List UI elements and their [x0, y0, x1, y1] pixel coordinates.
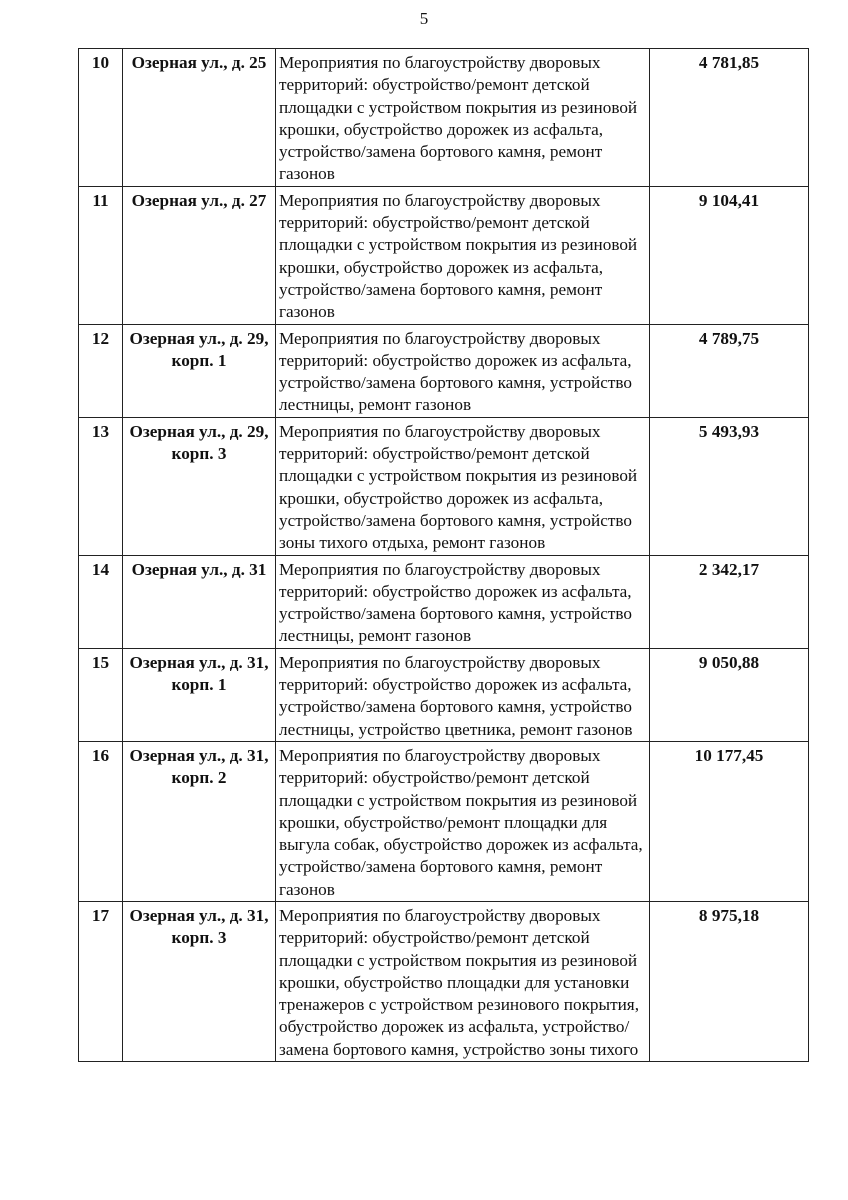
table-row	[79, 901, 809, 1061]
row-number: 14	[79, 555, 123, 648]
table-row	[79, 186, 809, 324]
row-amount: 4 781,85	[650, 49, 809, 187]
row-address: Озерная ул., д. 31	[123, 555, 276, 648]
row-number: 15	[79, 648, 123, 741]
row-description: Мероприятия по благоустройству дворовых территорий: обустройство/ремонт детской площадки с устройством покрытия из резиновой крошки, обустройство дорожек из асфальта, устройство/замена бортового камня, ремонт газонов	[276, 186, 650, 324]
page-number: 5	[419, 9, 429, 28]
row-number: 10	[79, 49, 123, 187]
improvement-table	[78, 48, 809, 1062]
row-number: 17	[79, 901, 123, 1061]
table-row	[79, 741, 809, 901]
row-description: Мероприятия по благоустройству дворовых территорий: обустройство дорожек из асфальта, устройство/замена бортового камня, устройство лестницы, устройство цветника, ремонт газонов	[276, 648, 650, 741]
table-row	[79, 648, 809, 741]
row-address: Озерная ул., д. 31, корп. 2	[123, 741, 276, 901]
row-amount: 5 493,93	[650, 417, 809, 555]
table-row	[79, 49, 809, 187]
table-row	[79, 417, 809, 555]
row-amount: 2 342,17	[650, 555, 809, 648]
row-address: Озерная ул., д. 31, корп. 1	[123, 648, 276, 741]
row-address: Озерная ул., д. 31, корп. 3	[123, 901, 276, 1061]
table-row	[79, 324, 809, 417]
row-number: 16	[79, 741, 123, 901]
row-number: 11	[79, 186, 123, 324]
row-amount: 9 104,41	[650, 186, 809, 324]
row-description: Мероприятия по благоустройству дворовых территорий: обустройство/ремонт детской площадки с устройством покрытия из резиновой крошки, обустройство площадки для установки тренажеров с устройством резинового покрытия, обустройство дорожек из асфальта, устройство/замена бортового камня, устройство зоны тихого	[276, 901, 650, 1061]
row-amount: 10 177,45	[650, 741, 809, 901]
row-amount: 4 789,75	[650, 324, 809, 417]
row-amount: 9 050,88	[650, 648, 809, 741]
row-description: Мероприятия по благоустройству дворовых территорий: обустройство дорожек из асфальта, устройство/замена бортового камня, устройство лестницы, ремонт газонов	[276, 324, 650, 417]
table-row	[79, 555, 809, 648]
row-description: Мероприятия по благоустройству дворовых территорий: обустройство дорожек из асфальта, устройство/замена бортового камня, устройство лестницы, ремонт газонов	[276, 555, 650, 648]
row-address: Озерная ул., д. 29, корп. 1	[123, 324, 276, 417]
row-address: Озерная ул., д. 27	[123, 186, 276, 324]
row-number: 13	[79, 417, 123, 555]
row-address: Озерная ул., д. 29, корп. 3	[123, 417, 276, 555]
row-description: Мероприятия по благоустройству дворовых территорий: обустройство/ремонт детской площадки с устройством покрытия из резиновой крошки, обустройство дорожек из асфальта, устройство/замена бортового камня, ремонт газонов	[276, 49, 650, 187]
row-address: Озерная ул., д. 25	[123, 49, 276, 187]
row-description: Мероприятия по благоустройству дворовых территорий: обустройство/ремонт детской площадки с устройством покрытия из резиновой крошки, обустройство дорожек из асфальта, устройство/замена бортового камня, устройство зоны тихого отдыха, ремонт газонов	[276, 417, 650, 555]
row-amount: 8 975,18	[650, 901, 809, 1061]
row-description: Мероприятия по благоустройству дворовых территорий: обустройство/ремонт детской площадки с устройством покрытия из резиновой крошки, обустройство/ремонт площадки для выгула собак, обустройство дорожек из асфальта, устройство/замена бортового камня, ремонт газонов	[276, 741, 650, 901]
row-number: 12	[79, 324, 123, 417]
